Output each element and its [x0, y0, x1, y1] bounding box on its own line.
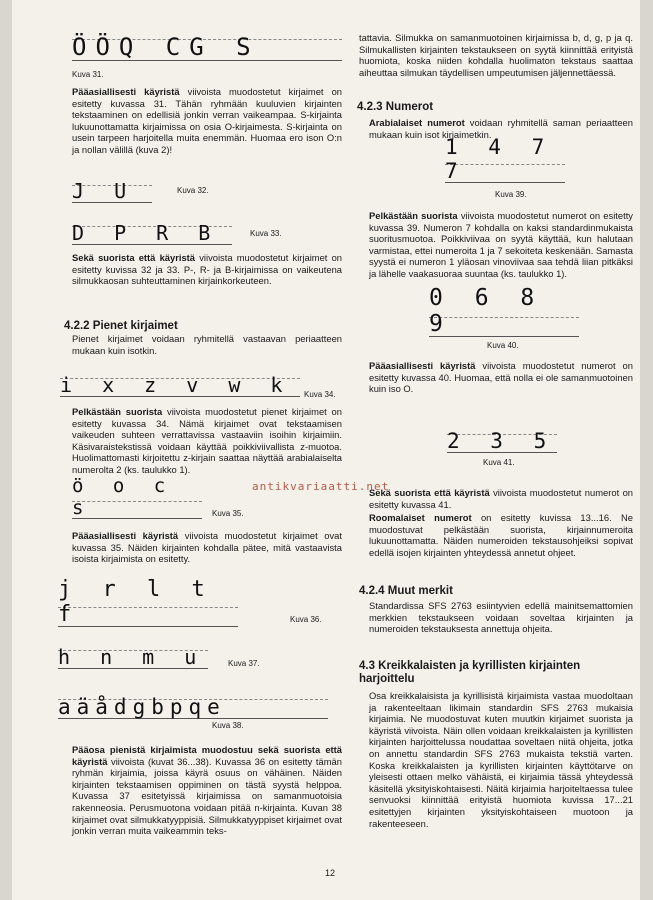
paragraph-8-lead: Arabialaiset numerot [369, 117, 465, 128]
heading-4-3: 4.3 Kreikkalaisten ja kyrillisten kirjainten harjoittelu [359, 660, 581, 685]
figure-40-caption: Kuva 40. [487, 341, 519, 350]
paragraph-6-lead: Pääosa pienistä kirjaimista muodostuu sekä suorista että käyristä [72, 744, 342, 767]
figure-37-caption: Kuva 37. [228, 659, 260, 668]
figure-39-caption: Kuva 39. [495, 190, 527, 199]
figure-32-caption: Kuva 32. [177, 186, 209, 195]
figure-39-glyphs: 1 4 7 7 [445, 135, 554, 183]
figure-40-glyphs: 0 6 8 9 [429, 285, 544, 337]
paragraph-1 [72, 86, 342, 156]
watermark-text: antikvariaatti.net [252, 480, 390, 493]
paragraph-2-text: viivoista muodostetut kirjaimet on esitetty kuvissa 32 ja 33. P-, R- ja B-kirjaimissa on vaikeutena silmukkaosan suhteuttaminen kirjainkorkeuteen. [72, 252, 343, 287]
heading-4-2-2: 4.2.2 Pienet kirjaimet [64, 320, 178, 332]
figure-38-letters [58, 690, 328, 719]
figure-32-letters [72, 178, 152, 203]
paragraph-1-lead: Pääasiallisesti käyristä [72, 86, 180, 97]
paragraph-14: Osa kreikkalaisista ja kyrillisistä kirjaimista vastaa muodoltaan ja rakenteeltaan likimain standardin SFS 2763 mukaisia kirjaimia. Ne muodostuvat kuten muutkin kirjaimet suorista ja käyristä viivoista. Näin ollen voidaan kreikkalaisten ja kyrillisten kirjainten harjoittelussa noudattaa soveltaen niitä ohjeita, jotka on annettu standardin SFS 2763 mukaista tekstiä varten. Koska kreikkalaisten ja kyrillisten kirjainten käyttötarve on yleisesti ottaen melko vähäistä, ei kirjaimia tässä yhteydessä käsitellä yksityiskohtaisesti. Näitä kirjaimia harjoiteltaessa tulee senvuoksi kiinnittää erityistä huomiota kuvissa 17...21 esitettyjen kirjainten yksityiskohtaiseen muotoon ja rakenteeseen. [369, 690, 633, 829]
paragraph-10-text: viivoista muodostetut numerot on esitetty kuvassa 40. Huomaa, että nolla ei ole samanmuotoinen kuin iso O. [369, 360, 633, 395]
figure-38-caption: Kuva 38. [212, 721, 244, 730]
paragraph-6 [72, 744, 342, 837]
paragraph-12-lead: Roomalaiset numerot [369, 512, 472, 523]
paragraph-4 [72, 406, 342, 476]
paragraph-9-text: viivoista muodostetut numerot on esitetty kuvassa 39. Numeron 7 kohdalla on kaksi standardinmukaista suoritusmuotoa. Poikkiviivaa on syytä käyttää, kun halutaan varmistaa, ettei numeroita 1 ja 7 sekoiteta keskenään. Samasta syystä ei numeron 1 yläosan vinoviivaa saa tehdä liian pitkäksi ja lähelle vaakasuoraa suuntaa (ks. taulukko 1). [369, 210, 633, 279]
paragraph-10-lead: Pääasiallisesti käyristä [369, 360, 476, 371]
paragraph-5-text: viivoista muodostetut kirjaimet ovat kuvassa 35. Näiden kirjainten kohdalla pätee, mitä vastaavista isoista kirjaimista on esitetty. [72, 530, 342, 565]
paragraph-4-lead: Pelkästään suorista [72, 406, 163, 417]
figure-31-caption: Kuva 31. [72, 70, 104, 79]
paragraph-10 [369, 360, 633, 395]
paragraph-6-text: viivoista (kuvat 36...38). Kuvassa 36 on esitetty tämän ryhmän kirjaimia, joissa käyrä osuus on vähäinen. Näiden kirjainten tekstaamisen oppiminen on tästä syystä helppoa. Kuvassa 37 esitetyissä kirjaimissa on samanmuotoisia rakenneosia. Perusmuotona voidaan pitää n-kirjainta. Kuvan 38 kirjaimet ovat silmukkatyyppisiä. Silmukkatyyppiset kirjaimet ovat jonkin verran muita vaikeammin teks- [72, 755, 342, 837]
paragraph-8-text: voidaan ryhmitellä saman periaatteen mukaan kuin isot kirjaimetkin. [369, 117, 633, 140]
figure-41-caption: Kuva 41. [483, 458, 515, 467]
page-number: 12 [325, 868, 336, 878]
figure-35-caption: Kuva 35. [212, 509, 244, 518]
paragraph-12 [369, 512, 633, 558]
figure-36-caption: Kuva 36. [290, 615, 322, 624]
document-page [12, 0, 640, 900]
figure-34-letters [60, 370, 300, 397]
paragraph-2-lead: Sekä suorista että käyristä [72, 252, 196, 263]
figure-33-glyphs: D P R B [72, 221, 220, 245]
figure-34-glyphs: i x z v w k [60, 373, 292, 397]
figure-33-letters [72, 218, 232, 245]
paragraph-11-lead: Sekä suorista että käyristä [369, 487, 490, 498]
paragraph-7: tattavia. Silmukka on samanmuotoinen kirjaimissa b, d, g, p ja q. Silmukallisten kirjainten tekstaukseen on syytä kiinnittää erityistä huomiota, koska niiden kohdalla huolimaton tekstaus saattaa aiheuttaa silmukan täydellisen umpeutumisen jäljennettäessä. [359, 32, 633, 78]
heading-4-2-4: 4.2.4 Muut merkit [359, 585, 453, 597]
figure-35-letters [72, 475, 202, 519]
figure-39-numbers [445, 135, 565, 183]
paragraph-2 [72, 252, 342, 287]
paragraph-12-text: on esitetty kuvissa 13...16. Ne muodostuvat pelkästään suorista, kirjainnumeroita lukuunottamatta. Näiden numeroiden tekstausohjeiksi sopivat edellä isojen kirjainten yhteydessä annetut ohjeet. [369, 512, 634, 558]
paragraph-1-text: viivoista muodostetut kirjaimet on esitetty kuvassa 31. Tähän ryhmään kuuluvien kirjainten tekstaaminen on edellisiä jonkin verran vaikeampaa. S-kirjainta lukuunottamatta kirjaimissa on osia O-kirjaimesta. S-kirjainta on usein tarpeen harjoitella muita enemmän. Huomaa ero ison O:n ja nollan välillä (kuva 2)! [72, 86, 342, 155]
figure-35-glyphs: ö o c s [72, 475, 175, 519]
paragraph-3: Pienet kirjaimet voidaan ryhmitellä vastaavan periaatteen mukaan kuin isotkin. [72, 333, 342, 356]
paragraph-13: Standardissa SFS 2763 esiintyvien edellä mainitsemattomien merkkien tekstaukseen voidaan soveltaa kirjainten ja numeroiden tekstauksesta annettuja ohjeita. [369, 600, 633, 635]
figure-36-glyphs: j r l t f [58, 577, 214, 627]
paragraph-9-lead: Pelkästään suorista [369, 210, 458, 221]
figure-37-letters [58, 642, 208, 669]
figure-31-glyphs: ÖÖQ CG S [72, 33, 260, 61]
figure-37-glyphs: h n m u [58, 645, 206, 669]
figure-41-numbers [447, 426, 557, 453]
figure-36-letters [58, 577, 238, 627]
paragraph-4-text: viivoista muodostetut pienet kirjaimet on esitetty kuvassa 34. Nämä kirjaimet ovat tekstaamisen vaikeuden suhteen verrattavissa vastaaviin isoihin kirjaimiin. Käsivaraistekstissä voidaan käyttää poikkiviivallista z-muotoa. Huolimattomasti kirjoitettu z-kirjain saattaa näyttää arabialaiselta numerolta 2 (ks. taulukko 1). [72, 406, 342, 475]
paragraph-11-text: viivoista muodostetut numerot on esitetty kuvassa 41. [369, 487, 634, 510]
figure-31-letters [72, 30, 342, 61]
figure-34-caption: Kuva 34. [304, 390, 336, 399]
figure-33-caption: Kuva 33. [250, 229, 282, 238]
heading-4-2-3: 4.2.3 Numerot [357, 101, 434, 113]
figure-40-numbers [429, 285, 579, 337]
paragraph-11 [369, 487, 633, 510]
paragraph-5-lead: Pääasiallisesti käyristä [72, 530, 179, 541]
figure-41-glyphs: 2 3 5 [447, 429, 556, 453]
paragraph-9 [369, 210, 633, 280]
figure-38-glyphs: aäådgbpqe [58, 695, 226, 719]
figure-32-glyphs: J U [72, 179, 136, 203]
paragraph-5 [72, 530, 342, 565]
